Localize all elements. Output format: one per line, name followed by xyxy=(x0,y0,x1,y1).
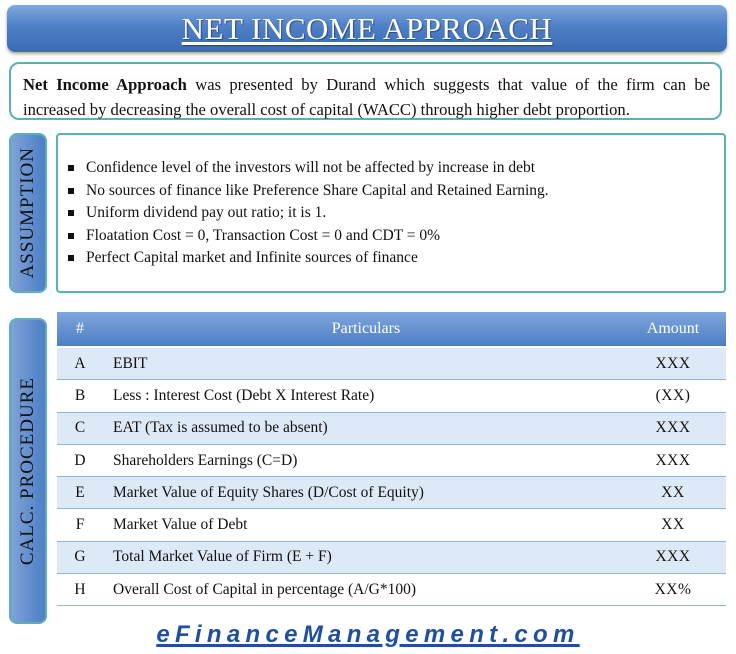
row-amount: XX% xyxy=(620,574,726,606)
header-particulars: Particulars xyxy=(103,312,620,347)
page-title: NET INCOME APPROACH xyxy=(181,10,553,46)
row-id: H xyxy=(57,574,103,606)
table-row xyxy=(57,444,726,476)
row-amount: XXX xyxy=(620,541,726,573)
table-row xyxy=(57,509,726,541)
row-id: B xyxy=(57,380,103,412)
row-id: G xyxy=(57,541,103,573)
assumption-list xyxy=(58,135,724,270)
calc-procedure-label xyxy=(9,318,47,624)
header-hash: # xyxy=(57,312,103,347)
square-bullet-icon xyxy=(68,210,74,216)
row-amount: (XX) xyxy=(620,380,726,412)
intro-text: was presented by Durand which suggests that value of the firm can be increased by decreasing the overall cost of capital (WACC) through higher debt proportion. xyxy=(23,75,710,119)
row-amount: XX xyxy=(620,477,726,509)
calc-table xyxy=(57,312,726,606)
row-particular: Market Value of Debt xyxy=(103,509,620,541)
row-id: F xyxy=(57,509,103,541)
row-amount: XXX xyxy=(620,412,726,444)
row-amount: XXX xyxy=(620,347,726,380)
row-id: E xyxy=(57,477,103,509)
row-particular: EAT (Tax is assumed to be absent) xyxy=(103,412,620,444)
row-particular: Overall Cost of Capital in percentage (A/G*100) xyxy=(103,574,620,606)
row-id: D xyxy=(57,444,103,476)
assumption-item xyxy=(68,225,724,248)
table-row xyxy=(57,541,726,573)
assumption-text: Confidence level of the investors will not be affected by increase in debt xyxy=(86,159,536,176)
table-header-row xyxy=(57,312,726,347)
calc-procedure-label-text: CALC. PROCEDURE xyxy=(17,376,38,566)
row-id: A xyxy=(57,347,103,380)
row-particular: EBIT xyxy=(103,347,620,380)
square-bullet-icon xyxy=(68,255,74,261)
square-bullet-icon xyxy=(68,188,74,194)
assumption-label xyxy=(9,133,47,293)
assumption-box xyxy=(56,133,726,293)
row-amount: XXX xyxy=(620,444,726,476)
row-id: C xyxy=(57,412,103,444)
table-row xyxy=(57,477,726,509)
row-particular: Total Market Value of Firm (E + F) xyxy=(103,541,620,573)
assumption-text: Uniform dividend pay out ratio; it is 1. xyxy=(86,204,327,221)
square-bullet-icon xyxy=(68,165,74,171)
row-particular: Less : Interest Cost (Debt X Interest Rate) xyxy=(103,380,620,412)
assumption-label-text: ASSUMPTION xyxy=(17,147,38,279)
assumption-item xyxy=(68,202,724,225)
assumption-item xyxy=(68,157,724,180)
assumption-text: Perfect Capital market and Infinite sources of finance xyxy=(86,249,418,266)
row-particular: Shareholders Earnings (C=D) xyxy=(103,444,620,476)
assumption-text: Floatation Cost = 0, Transaction Cost = 0 and CDT = 0% xyxy=(86,226,441,244)
intro-box xyxy=(9,62,722,120)
header-amount: Amount xyxy=(620,312,726,347)
footer xyxy=(0,620,736,650)
table-row xyxy=(57,412,726,444)
assumption-item xyxy=(68,247,724,270)
row-particular: Market Value of Equity Shares (D/Cost of Equity) xyxy=(103,477,620,509)
title-banner xyxy=(7,5,727,52)
row-amount: XX xyxy=(620,509,726,541)
table-row xyxy=(57,347,726,380)
intro-lead: Net Income Approach xyxy=(23,75,187,94)
assumption-item xyxy=(68,180,724,203)
square-bullet-icon xyxy=(68,233,74,239)
table-row xyxy=(57,380,726,412)
assumption-text: No sources of finance like Preference Share Capital and Retained Earning. xyxy=(86,181,549,199)
footer-brand: eFinanceManagement.com xyxy=(156,621,580,648)
table-row xyxy=(57,574,726,606)
